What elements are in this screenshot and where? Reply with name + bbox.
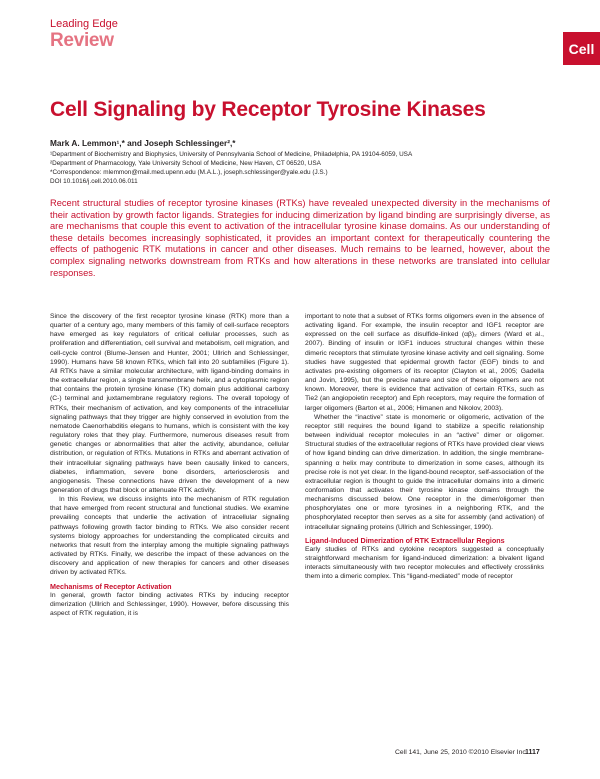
correspondence: *Correspondence: mlemmon@mail.med.upenn.edu (M.A.L.), joseph.schlessinger@yale.edu (J.S.) (50, 169, 328, 176)
section-heading: Ligand-Induced Dimerization of RTK Extracellular Regions (305, 535, 505, 545)
body-column-right (305, 312, 544, 582)
article-type: Review (50, 30, 114, 51)
paragraph: important to note that a subset of RTKs forms oligomers even in the absence of activating ligand. For example, the insulin receptor and IGF1 receptor are expressed on the cell surface as disulfide-linked (αβ)₂ dimers (Ward et al., 2007). Binding of insulin or IGF1 induces structural changes within these dimeric receptors that stimulate tyrosine kinase activity and cell signaling. Some studies have suggested that epidermal growth factor (EGF) binds to and activates pre-existing oligomers of its receptor (Clayton et al., 2005; Gadella and Jovin, 1995), but the precise nature and size of these oligomers are not known. Moreover, there is evidence that activation of certain RTKs, such as Tie2 (an angiopoietin receptor) and Eph receptors, may require the formation of larger oligomers (Barton et al., 2006; Himanen and Nikolov, 2003). (305, 313, 544, 412)
abstract: Recent structural studies of receptor tyrosine kinases (RTKs) have revealed unexpected diversity in the mechanisms of their activation by growth factor ligands. Strategies for inducing dimerization by ligand binding are surprisingly diverse, as are mechanisms that couple this event to activation of the intracellular tyrosine kinase domains. As our understanding of these details becomes increasingly sophisticated, it provides an important context for therapeutically countering the effects of pathogenic RTK mutations in cancer and other diseases. Much remains to be learned, however, about the complex signaling networks downstream from RTKs and how alterations in these networks are translated into cellular responses. (50, 198, 550, 278)
paragraph: Early studies of RTKs and cytokine receptors suggested a conceptually straightforward mechanism for ligand-induced dimerization: a bivalent ligand interacts simultaneously with two receptor molecules and effectively crosslinks them into a dimeric complex. This “ligand-mediated” mode of receptor (305, 545, 544, 581)
paragraph: Since the discovery of the first receptor tyrosine kinase (RTK) more than a quarter of a century ago, many members of this family of cell-surface receptors have emerged as key regulators of critical cellular processes, such as proliferation and differentiation, cell survival and metabolism, cell migration, and cell-cycle control (Blume-Jensen and Hunter, 2001; Ullrich and Schlessinger, 1990). Humans have 58 known RTKs, which fall into 20 subfamilies (Figure 1). All RTKs have a similar molecular architecture, with ligand-binding domains in the extracellular region, a single transmembrane helix, and a cytoplasmic region that contains the protein tyrosine kinase (TK) domain plus additional carboxy (C-) terminal and juxtamembrane regulatory regions. The overall topology of RTKs, their mechanism of activation, and key components of the intracellular signaling pathways that they trigger are highly conserved in evolution from the nematode Caenorhabditis elegans to humans, which is consistent with the key regulatory roles that they play. Furthermore, numerous diseases result from genetic changes or abnormalities that alter the activity, abundance, cellular distribution, or regulation of RTKs. Mutations in RTKs and aberrant activation of their intracellular signaling pathways have been causally linked to cancers, diabetes, inflammation, severe bone disorders, arteriosclerosis and angiogenesis. These connections have driven the development of a new generation of drugs that block or attenuate RTK activity. (50, 313, 289, 494)
doi: DOI 10.1016/j.cell.2010.06.011 (50, 178, 138, 185)
affiliation-1: ¹Department of Biochemistry and Biophysics, University of Pennsylvania School of Medicine, Philadelphia, PA 19104-6059, USA (50, 151, 413, 158)
section-heading: Mechanisms of Receptor Activation (50, 581, 172, 591)
article-title: Cell Signaling by Receptor Tyrosine Kinases (50, 98, 486, 121)
section-label: Leading Edge (50, 18, 118, 30)
affiliation-2: ²Department of Pharmacology, Yale University School of Medicine, New Haven, CT 06520, USA (50, 160, 321, 167)
footer-citation: Cell 141, June 25, 2010 ©2010 Elsevier Inc. (395, 749, 528, 756)
paragraph: In general, growth factor binding activates RTKs by inducing receptor dimerization (Ullrich and Schlessinger, 1990). However, before discussing this aspect of RTK regulation, it is (50, 591, 289, 617)
page-number: 1117 (525, 749, 540, 756)
author-list: Mark A. Lemmon¹,* and Joseph Schlessinger²,* (50, 138, 236, 148)
body-column-left (50, 312, 289, 618)
paragraph: In this Review, we discuss insights into the mechanism of RTK regulation that have emerged from recent structural and functional studies. We examine prevailing concepts that underlie the activation of intracellular signaling pathways following growth factor binding to RTKs. We also consider recent systems biology approaches for understanding the complicated circuits and networks that result from the interplay among the multiple signaling pathways activated by RTKs. Finally, we describe the impact of these advances on the discovery and application of new therapies for cancers and other diseases driven by activated RTKs. (50, 496, 289, 577)
journal-logo: Cell (563, 32, 600, 65)
paragraph: Whether the “inactive” state is monomeric or oligomeric, activation of the receptor still requires the bound ligand to stabilize a specific relationship between individual receptor molecules in an “active” dimer or oligomer. Structural studies of the extracellular regions of RTKs have provided clear views of how ligand binding can drive dimerization. In addition, the single membrane-spanning α helix may contribute to dimerization in some cases, although its precise role is not yet clear. In the ligand-bound receptor, self-association of the extracellular region is thought to guide the intracellular domains into a dimeric conformation that activates their tyrosine kinase domains through the mechanisms discussed below. One receptor in the dimer/oligomer then phosphorylates one or more tyrosines in a neighboring RTK, and the phosphorylated receptor then serves as a site for assembly (and activation) of intracellular signaling proteins (Ullrich and Schlessinger, 1990). (305, 413, 544, 531)
